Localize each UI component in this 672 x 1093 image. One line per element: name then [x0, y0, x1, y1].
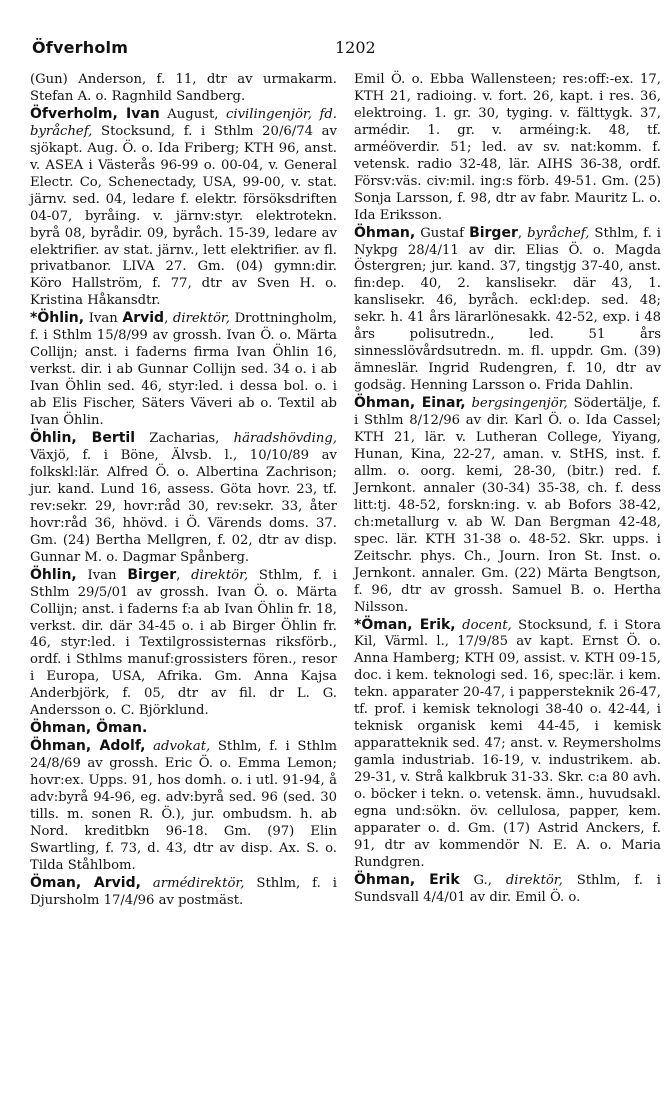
entry-title: direktör,	[172, 311, 230, 327]
entry-given-names: Ivan	[76, 567, 128, 583]
biography-entry	[354, 395, 661, 616]
entry-name: Öhman, Einar,	[354, 395, 466, 412]
entry-text: Sthlm, f. i Sundsvall 4/4/01 av dir. Emil Ö. o.	[354, 872, 661, 905]
biography-entry	[354, 72, 661, 225]
entry-name: Öhman,	[354, 871, 416, 888]
entry-given-names	[415, 873, 429, 888]
entry-given-names: Ivan	[84, 311, 123, 327]
entry-given-names: G.,	[459, 872, 506, 888]
entry-name: Öhman, Öman.	[30, 720, 148, 737]
biography-entry	[30, 875, 337, 910]
page-header	[30, 38, 654, 60]
entry-call-name: Birger	[469, 224, 518, 241]
entry-given-names	[145, 739, 153, 754]
entry-title: civilingenjör, fd. byråchef,	[30, 106, 337, 139]
entry-title: byråchef,	[527, 225, 590, 241]
biography-entry: Öhman, Gustaf Birger, byråchef, Sthlm, f. i Nykpg 28/4/11 av dir. Elias Ö. o. Magda Östergren; jur. kand. 37, tingstjg 37-40, anst. fin:dep. 40, 2. kanslisekr. där 43, 1. kanslisekr. 46, byråch. eckl:dep. sed. 48; sekr. h. 41 års lärarlönesakk. 42-52, exp. i 48 års polisutredn., led. 51 års sinnesslövårdsutredn. m. fl. uppdr. Gm. (39) ämneslär. Ingrid Rudengren, f. 10, dtr av godsäg. Henning Larsson o. Frida Dahlin.	[354, 224, 661, 394]
entry-title: advokat,	[153, 739, 211, 755]
entry-text: Stocksund, f. i Sthlm 20/6/74 av sjökapt. Aug. Ö. o. Ida Friberg; KTH 96, anst. v. ASEA i Västerås 96-99 o. 00-04, v. General Electr. Co, Schenectady, USA, 99-00, v. stat. järnv. sed. 04, ledare f. elektr. försöksdriften 04-07, byråing. v. järnv:styr. elektrotekn. byrå 08, byrådir. 09, byråch. 15-39, ledare av elektrifier. av stat. järnv., lett elektrifier. av fl. privatbanor. LIVA 27. Gm. (04) gymn:dir. Köro Hallström, f. 77, dtr av Sven H. o. Kristina Håkansdtr.	[30, 123, 337, 309]
entry-title: direktör,	[505, 872, 563, 888]
biography-entry	[30, 106, 337, 310]
entry-title: direktör,	[191, 567, 249, 583]
entry-given-names: Gustaf	[415, 225, 470, 241]
entry-call-name: Arvid	[122, 310, 165, 327]
entry-text: Sthlm, f. i Djursholm 17/4/96 av postmäst.	[30, 875, 337, 908]
entry-marker: *	[30, 310, 38, 327]
entry-marker: *	[354, 616, 362, 633]
entry-text: (Gun) Anderson, f. 11, dtr av urmakarm. Stefan A. o. Ragnhild Sandberg.	[30, 72, 337, 104]
biography-entry	[354, 617, 661, 872]
entry-name: Öhman,	[354, 224, 416, 241]
entry-name: Öhlin,	[37, 310, 85, 327]
entry-text: Sthlm, f. i Nykpg 28/4/11 av dir. Elias Ö. o. Magda Östergren; jur. kand. 37, tingstjg 37-40, anst. fin:dep. 40, 2. kanslisekr. där 43, 1. kanslisekr. 46, byråch. eckl:dep. sed. 48; sekr. h. 41 års lärarlönesakk. 42-52, exp. i 48 års polisutredn., led. 51 års sinnesslövårdsutredn. m. fl. uppdr. Gm. (39) ämneslär. Ingrid Rudengren, f. 10, dtr av godsäg. Henning Larsson o. Frida Dahlin.	[354, 225, 661, 394]
entry-text: Stocksund, f. i Stora Kil, Värml. l., 17/9/85 av kapt. Ernst Ö. o. Anna Hamberg; KTH 09, assist. v. KTH 09-15, doc. i kem. teknologi sed. 16, spec:lär. i kem. tekn. apparater 20-47, i pappersteknik 26-47, tf. prof. i kemisk teknologi 38-40 o. 42-44, i teknisk organisk kemi 44-45, i kemisk apparatteknik sed. 47; anst. v. Reymersholms gamla industriab. 16-19, v. industrikem. ab. 29-31, v. Strå kalkbruk 31-33. Skr. c:a 80 avh. o. böcker i tekn. o. vetensk. ämn., huvudsakl. egna und:sökn. öv. cellulosa, papper, kem. apparater o. d. Gm. (17) Astrid Anckers, f. 91, dtr av kommendör N. E. A. o. Maria Rundgren.	[354, 617, 661, 870]
biography-entry	[30, 738, 337, 875]
biography-entry	[30, 720, 337, 738]
entry-text: Sthlm, f. i Sthlm 29/5/01 av grossh. Ivan Ö. o. Märta Collijn; anst. i faderns f:a ab Ivan Öhlin fr. 18, verkst. dir. där 34-45 o. i ab Birger Öhlin fr. 46, styr:led. i Textilgrossisternas riksförb., ordf. i Sthlms manuf:grossisters fören., resor i Europa, USA, Afrika. Gm. Anna Kajsa Anderbjörk, f. 05, dtr av fil. dr L. G. Andersson o. C. Björklund.	[30, 567, 338, 719]
entry-text: Drottningholm, f. i Sthlm 15/8/99 av grossh. Ivan Ö. o. Märta Collijn; anst. i faderns firma Ivan Öhlin 16, verkst. dir. i ab Gunnar Collijn sed. 34 o. i ab Ivan Öhlin sed. 46, styr:led. i dessa bol. o. i ab Elis Fischer, Säters Väveri ab o. Textil ab Ivan Öhlin.	[30, 311, 337, 429]
entry-title: docent,	[462, 617, 512, 633]
biography-entry: Öhlin, Ivan Birger, direktör, Sthlm, f. i Sthlm 29/5/01 av grossh. Ivan Ö. o. Märta Collijn; anst. i faderns f:a ab Ivan Öhlin fr. 18, verkst. dir. där 34-45 o. i ab Birger Öhlin fr. 46, styr:led. i Textilgrossisternas riksförb., ordf. i Sthlms manuf:grossisters fören., resor i Europa, USA, Afrika. Gm. Anna Kajsa Anderbjörk, f. 05, dtr av fil. dr L. G. Andersson o. C. Björklund.	[30, 566, 338, 719]
biography-entry: *Öhlin, Ivan Arvid, direktör, Drottningholm, f. i Sthlm 15/8/99 av grossh. Ivan Ö. o. Märta Collijn; anst. i faderns firma Ivan Öhlin 16, verkst. dir. i ab Gunnar Collijn sed. 34 o. i ab Ivan Öhlin sed. 46, styr:led. i dessa bol. o. i ab Elis Fischer, Säters Väveri ab o. Textil ab Ivan Öhlin.	[30, 310, 337, 429]
entry-name: Öhman, Adolf,	[30, 738, 146, 755]
entry-given-names: August,	[159, 106, 226, 122]
entry-title: bergsingenjör,	[471, 396, 568, 412]
biography-entry	[30, 430, 337, 567]
right-column	[354, 72, 661, 907]
entry-name: Öman, Arvid,	[30, 874, 141, 891]
entry-call-name: Birger	[127, 566, 177, 583]
left-column	[30, 72, 337, 910]
entry-call-name: Erik	[429, 871, 460, 888]
entry-name: Öhlin,	[30, 566, 77, 583]
biography-entry	[354, 872, 661, 907]
entry-name: Öhlin, Bertil	[30, 430, 136, 447]
page-number: 1202	[335, 38, 376, 57]
entry-name: Öman, Erik,	[361, 616, 456, 633]
entry-title: häradshövding,	[233, 431, 337, 447]
entry-name: Öfverholm, Ivan	[30, 105, 160, 122]
entry-text: Emil Ö. o. Ebba Wallensteen; res:off:-ex. 17, KTH 21, radioing. v. fort. 26, kapt. i res. 36, elektroing. 1. gr. 30, tyging. v. fälttygk. 37, armédir. 1. gr. v. arméing:k. 48, tf. arméöverdir. 51; led. av sv. nat:komm. f. vetensk. radio 32-48, lär. AIHS 36-38, ordf. Försv:väs. civ:mil. ing:s förb. 49-51. Gm. (25) Sonja Larsson, f. 98, dtr av fabr. Mauritz L. o. Ida Eriksson.	[354, 72, 661, 223]
entry-text: Södertälje, f. i Sthlm 8/12/96 av dir. Karl Ö. o. Ida Cassel; KTH 21, lär. v. Lutheran College, Yiyang, Hunan, Kina, 22-27, aman. v. StHS, inst. f. allm. o. oorg. kemi, 28-30, (bitr.) red. f. Jernkont. annaler (30-34) 35-38, ch. f. dess litt:tj. 48-52, forskn:ing. v. ab Bofors 38-42, ch:metallurg v. ab W. Dan Bergman 42-48, spec. lär. KTH 31-38 o. 48-52. Skr. upps. i Zeitschr. phys. Ch., Journ. Iron St. Inst. o. Jernkont. annaler. Gm. (22) Märta Bengtson, f. 96, dtr av grossh. Samuel B. o. Hertha Nilsson.	[354, 396, 661, 615]
entry-text: Sthlm, f. i Sthlm 24/8/69 av grossh. Eric Ö. o. Emma Lemon; hovr:ex. Upps. 91, hos domh. o. i utl. 91-94, å adv:byrå 94-96, eg. adv:byrå sed. 96 (sed. 30 tills. m. sonen R. Ö.), jur. ombudsm. h. ab Nord. kreditbkn 96-18. Gm. (97) Elin Swartling, f. 73, d. 43, dtr av disp. Ax. S. o. Tilda Ståhlbom.	[30, 739, 337, 873]
biography-entry	[30, 72, 337, 106]
entry-title: armédirektör,	[152, 875, 245, 891]
entry-given-names: Zacharias,	[135, 431, 234, 447]
entry-given-names	[141, 876, 153, 891]
entry-text: Växjö, f. i Böne, Älvsb. l., 10/10/89 av folkskl:lär. Alfred Ö. o. Albertina Zachrison; jur. kand. Lund 16, assess. Göta hovr. 23, tf. rev:sekr. 29, hovr:råd 30, rev:sekr. 33, åter hovr:råd 36, hhövd. i Ö. Värends doms. 37. Gm. (24) Bertha Mellgren, f. 02, dtr av disp. Gunnar M. o. Dagmar Spånberg.	[30, 447, 337, 565]
running-head: Öfverholm	[32, 38, 129, 57]
